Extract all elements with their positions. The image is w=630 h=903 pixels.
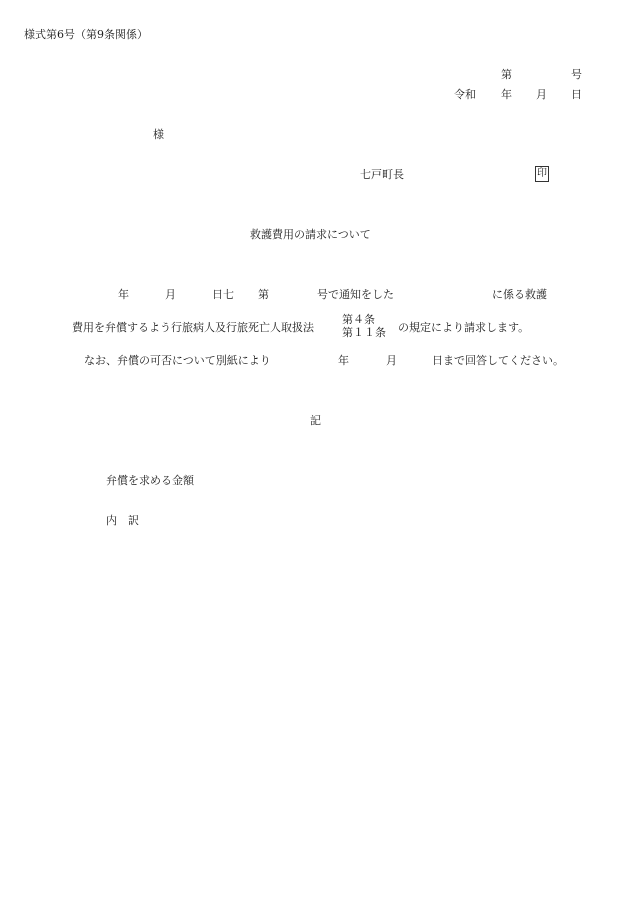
form-id: 様式第6号（第9条関係） bbox=[24, 28, 148, 41]
doc-number-suffix: 号 bbox=[571, 68, 582, 81]
amount-label: 弁償を求める金額 bbox=[106, 474, 194, 487]
body-l1-dai: 第 bbox=[258, 288, 269, 301]
body-l3-month: 月 bbox=[386, 354, 397, 367]
body-l3-suffix: 日まで回答してください。 bbox=[432, 354, 564, 367]
article-4: 第４条 bbox=[342, 313, 375, 326]
body-l1-month: 月 bbox=[165, 288, 176, 301]
doc-number-prefix: 第 bbox=[501, 68, 512, 81]
body-l3-year: 年 bbox=[338, 354, 349, 367]
sender-title: 七戸町長 bbox=[360, 168, 404, 181]
body-l1-notice: 号で通知をした bbox=[317, 288, 394, 301]
body-l1-day-town: 日七 bbox=[212, 288, 234, 301]
ki-heading: 記 bbox=[310, 414, 321, 427]
article-11: 第１１条 bbox=[342, 326, 386, 339]
date-era: 令和 bbox=[454, 88, 476, 101]
body-l1-year: 年 bbox=[118, 288, 129, 301]
subject-title: 救護費用の請求について bbox=[250, 228, 371, 241]
body-l2-prefix: 費用を弁償するよう行旅病人及行旅死亡人取扱法 bbox=[72, 321, 314, 334]
date-month-label: 月 bbox=[536, 88, 547, 101]
body-l1-relief: に係る救護 bbox=[492, 288, 547, 301]
body-l3-prefix: なお、弁償の可否について別紙により bbox=[84, 354, 271, 367]
date-year-label: 年 bbox=[501, 88, 512, 101]
date-day-label: 日 bbox=[571, 88, 582, 101]
breakdown-label: 内 訳 bbox=[106, 514, 139, 527]
addressee-honorific: 様 bbox=[153, 128, 164, 141]
body-l2-suffix: の規定により請求します。 bbox=[398, 321, 530, 334]
seal-mark: 印 bbox=[535, 166, 549, 182]
